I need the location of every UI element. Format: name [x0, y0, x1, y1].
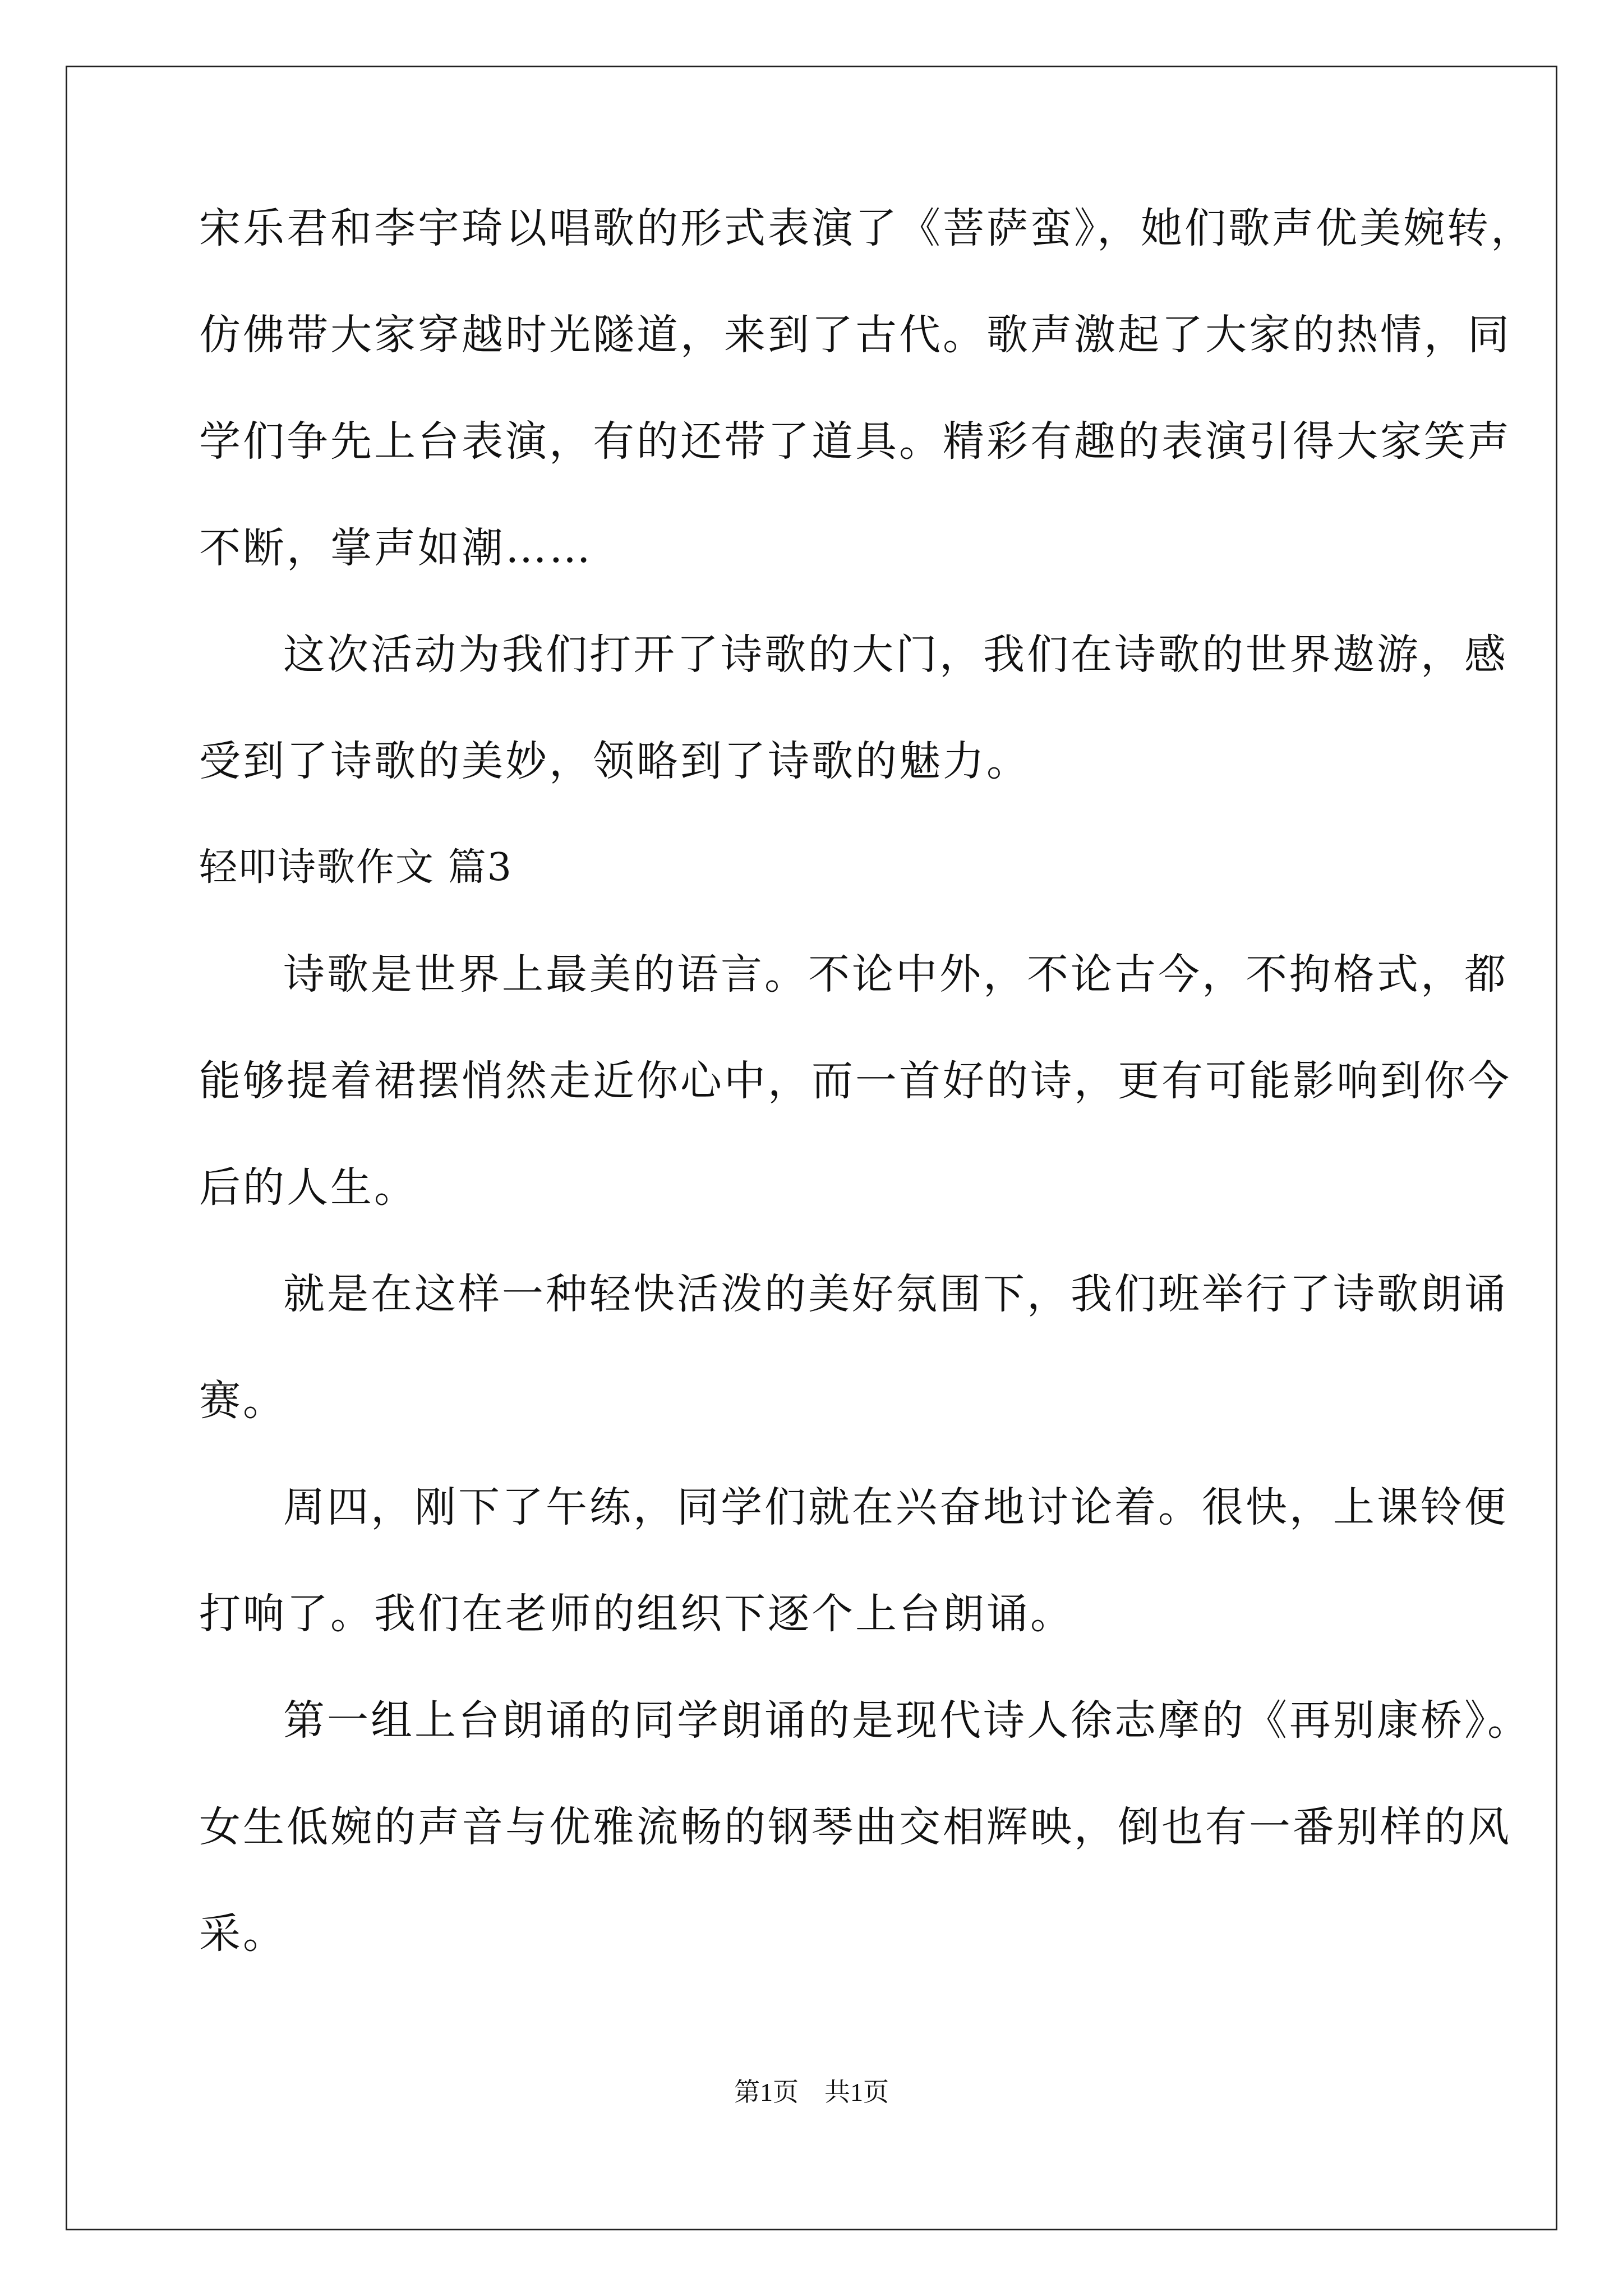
section-heading: 轻叩诗歌作文 篇3 [199, 845, 513, 890]
text-line: 周四，刚下了午练，同学们就在兴奋地讨论着。很快，上课铃便 [283, 1483, 1508, 1531]
text-line: 后的人生。 [199, 1163, 418, 1212]
paragraph [199, 1268, 1508, 1427]
page-footer [0, 2076, 1623, 2109]
text-line: 就是在这样一种轻快活泼的美好氛围下，我们班举行了诗歌朗诵 [283, 1270, 1508, 1318]
text-line: 采。 [199, 1910, 287, 1958]
paragraph [199, 1481, 1508, 1640]
text-line: 学们争先上台表演，有的还带了道具。精彩有趣的表演引得大家笑声 [199, 417, 1511, 466]
text-line: 女生低婉的声音与优雅流畅的钢琴曲交相辉映，倒也有一番别样的风 [199, 1803, 1511, 1851]
page-number: 第1页 共1页 [734, 2078, 889, 2106]
paragraph [199, 202, 1534, 574]
text-line: 能够提着裙摆悄然走近你心中，而一首好的诗，更有可能影响到你今 [199, 1057, 1511, 1105]
text-line: 这次活动为我们打开了诗歌的大门，我们在诗歌的世界遨游，感 [283, 631, 1508, 679]
text-line: 赛。 [199, 1377, 287, 1425]
text-line: 仿佛带大家穿越时光隧道，来到了古代。歌声激起了大家的热情，同 [199, 311, 1511, 359]
text-line: 诗歌是世界上最美的语言。不论中外，不论古今，不拘格式，都 [283, 950, 1508, 999]
text-line: 第一组上台朗诵的同学朗诵的是现代诗人徐志摩的《再别康桥》。 [283, 1696, 1531, 1745]
document-body [199, 202, 1534, 1960]
text-line: 打响了。我们在老师的组织下逐个上台朗诵。 [199, 1590, 1074, 1638]
text-line: 受到了诗歌的美妙，领略到了诗歌的魅力。 [199, 737, 1030, 785]
text-line: 不断，掌声如潮…… [199, 524, 593, 572]
paragraph [199, 948, 1511, 1214]
text-line: 宋乐君和李宇琦以唱歌的形式表演了《菩萨蛮》，她们歌声优美婉转， [199, 204, 1534, 252]
paragraph [199, 628, 1508, 788]
paragraph [199, 1694, 1531, 1960]
